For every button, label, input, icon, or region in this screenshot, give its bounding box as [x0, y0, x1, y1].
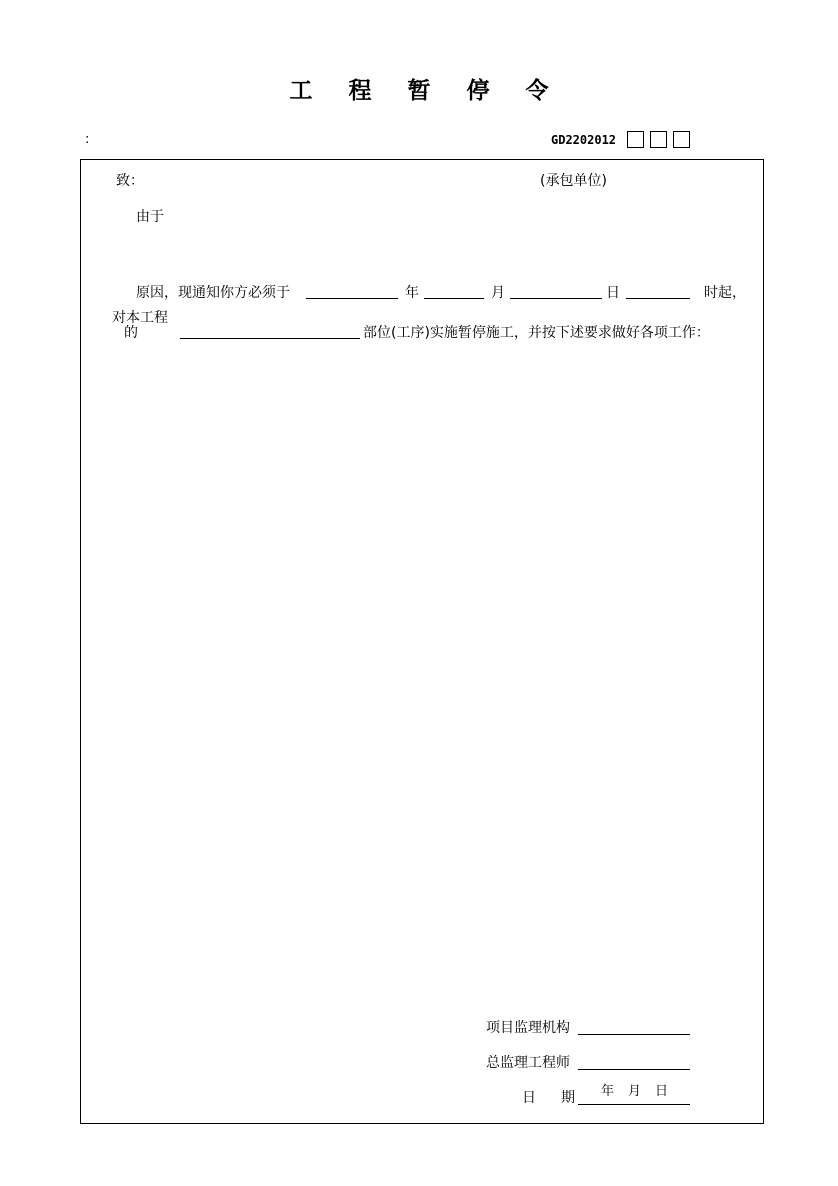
project-prefix-line2: 的 [124, 325, 138, 341]
because-label: 由于 [136, 209, 164, 225]
header-left-mark: : [85, 132, 90, 147]
code-box-2[interactable] [650, 131, 667, 148]
day-label: 日 [606, 285, 620, 301]
from-time-label: 时起， [704, 285, 746, 301]
day-field[interactable] [510, 298, 602, 299]
document-title: 工 程 暂 停 令 [289, 78, 563, 104]
year-field[interactable] [306, 298, 398, 299]
date-label-1: 日 [522, 1090, 536, 1106]
agency-field[interactable] [578, 1034, 690, 1035]
form-code: GD2202012 [551, 133, 617, 147]
form-frame [80, 159, 764, 1124]
year-label: 年 [405, 285, 419, 301]
hour-field[interactable] [626, 298, 690, 299]
date-day-label: 日 [655, 1084, 669, 1099]
code-box-1[interactable] [627, 131, 644, 148]
reason-text: 原因，现通知你方必须于 [136, 285, 290, 301]
work-part-field[interactable] [180, 338, 360, 339]
date-label-2: 期 [561, 1090, 575, 1106]
month-field[interactable] [424, 298, 484, 299]
date-month-label: 月 [628, 1084, 642, 1099]
code-box-3[interactable] [673, 131, 690, 148]
agency-label: 项目监理机构 [486, 1020, 570, 1036]
to-label: 致： [116, 173, 144, 189]
contractor-label: (承包单位) [540, 173, 607, 189]
month-label: 月 [491, 285, 505, 301]
project-prefix-line1: 对本工程 [112, 310, 168, 326]
date-year-label: 年 [601, 1084, 615, 1099]
engineer-label: 总监理工程师 [486, 1055, 570, 1071]
date-field[interactable] [578, 1104, 690, 1105]
suspend-text: 部位(工序)实施暂停施工，并按下述要求做好各项工作： [363, 325, 710, 341]
engineer-field[interactable] [578, 1069, 690, 1070]
